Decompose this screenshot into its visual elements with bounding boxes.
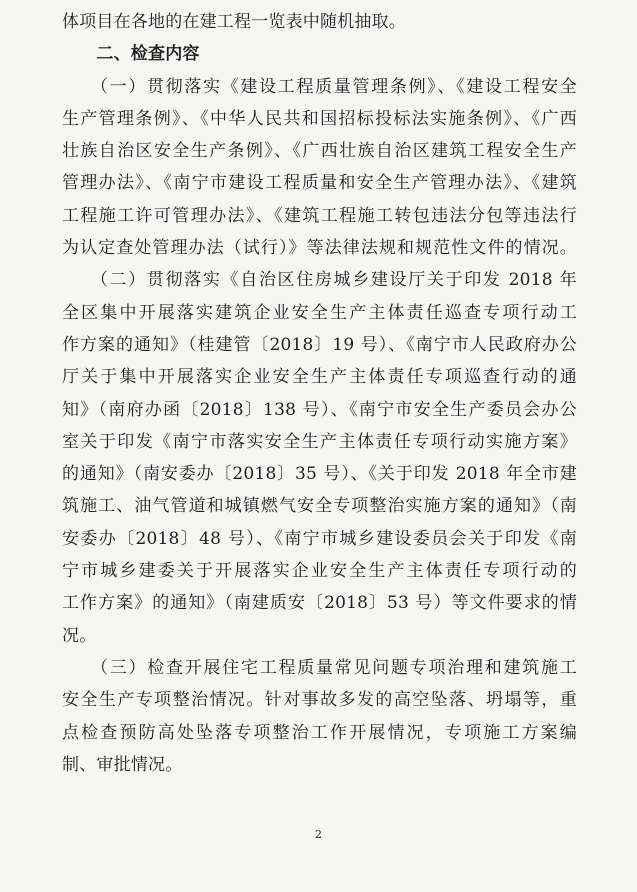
paragraph-line: 工程施工许可管理办法》、《建筑工程施工转包违法分包等违法行 — [62, 205, 577, 226]
body-text — [62, 6, 577, 781]
paragraph-line: 厅关于集中开展落实企业安全生产主体责任专项巡查行动的通 — [62, 367, 577, 388]
paragraph-line: 室关于印发《南宁市落实安全生产主体责任专项行动实施方案》 — [62, 431, 577, 452]
paragraph-line: 知》（南府办函〔2018〕138 号）、《南宁市安全生产委员会办公 — [62, 399, 577, 420]
paragraph-line: 安全生产专项整治情况。针对事故多发的高空坠落、坍塌等，重 — [62, 690, 577, 711]
paragraph-line: 制、审批情况。 — [62, 754, 183, 775]
paragraph-line: 体项目在各地的在建工程一览表中随机抽取。 — [62, 12, 406, 32]
paragraph-line: （三）检查开展住宅工程质量常见问题专项治理和建筑施工 — [62, 657, 577, 678]
paragraph-line: 壮族自治区安全生产条例》、《广西壮族自治区建筑工程安全生产 — [62, 141, 577, 162]
paragraph-line: （一）贯彻落实《建设工程质量管理条例》、《建设工程安全 — [62, 76, 577, 97]
paragraph-line: 况。 — [62, 625, 97, 646]
paragraph-line: （二）贯彻落实《自治区住房城乡建设厅关于印发 2018 年 — [62, 270, 577, 291]
paragraph-line: 管理办法》、《南宁市建设工程质量和安全生产管理办法》、《建筑 — [62, 173, 577, 194]
paragraph-line: 的通知》（南安委办〔2018〕35 号）、《关于印发 2018 年全市建 — [62, 464, 577, 485]
paragraph-line: 全区集中开展落实建筑企业安全生产主体责任巡查专项行动工 — [62, 302, 577, 323]
paragraph-line: 工作方案》的通知》（南建质安〔2018〕53 号）等文件要求的情 — [62, 593, 577, 614]
paragraph-line: 作方案的通知》（桂建管〔2018〕19 号）、《南宁市人民政府办公 — [62, 334, 577, 355]
section-heading: 二、检查内容 — [62, 44, 200, 65]
paragraph-line: 为认定查处管理办法（试行）》等法律法规和规范性文件的情况。 — [62, 238, 577, 259]
page-number: 2 — [315, 828, 322, 841]
paragraph-line: 筑施工、油气管道和城镇燃气安全专项整治实施方案的通知》（南 — [62, 496, 577, 517]
paragraph-line: 生产管理条例》、《中华人民共和国招标投标法实施条例》、《广西 — [62, 108, 577, 129]
paragraph-line: 安委办〔2018〕48 号）、《南宁市城乡建设委员会关于印发《南 — [62, 528, 577, 549]
paragraph-line: 宁市城乡建委关于开展落实企业安全生产主体责任专项行动的 — [62, 561, 577, 582]
paragraph-line: 点检查预防高处坠落专项整治工作开展情况，专项施工方案编 — [62, 722, 577, 743]
